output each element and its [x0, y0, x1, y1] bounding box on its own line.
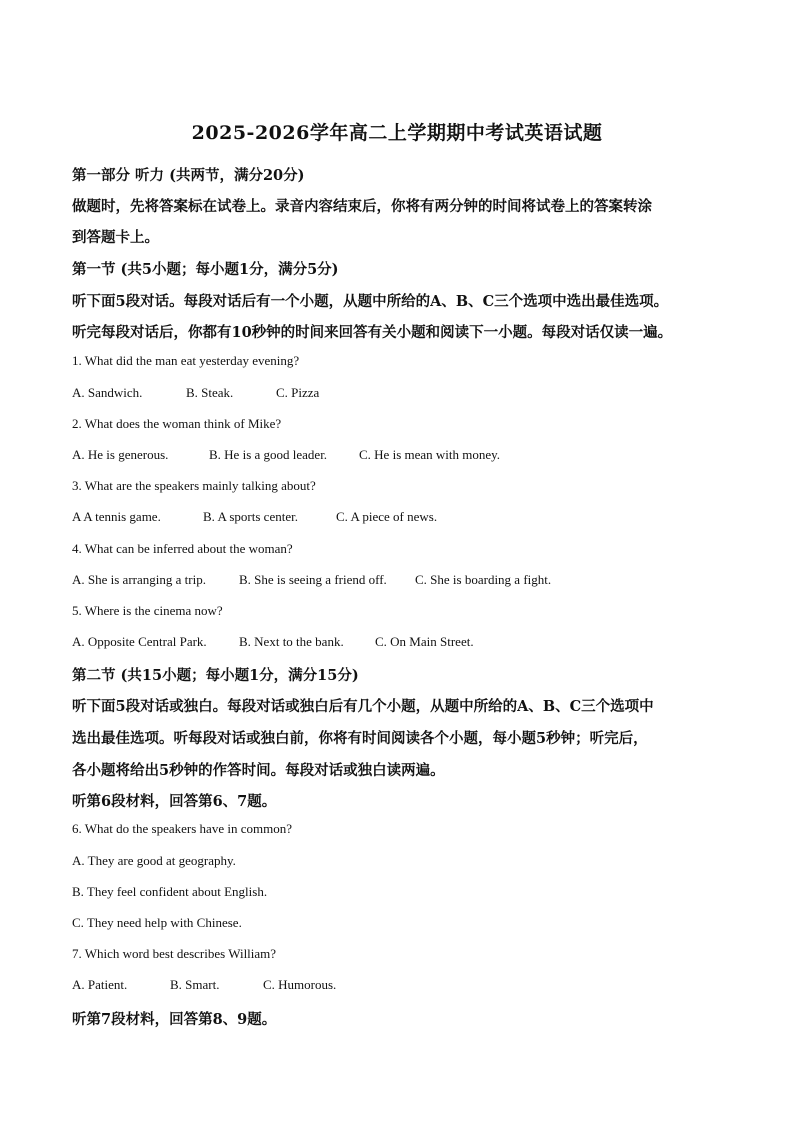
question-3-option-b: B. A sports center.	[203, 509, 298, 524]
question-6-option-b: B. They feel confident about English.	[72, 884, 268, 899]
question-4-stem: 4. What can be inferred about the woman?	[72, 541, 293, 556]
section1-header: 第一节 (共5小题；每小题1分，满分5分)	[72, 261, 339, 278]
question-7-option-b: B. Smart.	[170, 977, 220, 992]
section2-instruction-line1: 听下面5段对话或独白。每段对话或独白后有几个小题，从题中所给的A、B、C三个选项中	[72, 698, 654, 715]
question-3-option-c: C. A piece of news.	[336, 509, 438, 524]
question-4-option-b: B. She is seeing a friend off.	[239, 572, 387, 587]
question-3-stem: 3. What are the speakers mainly talking about?	[72, 478, 316, 493]
material-7-header: 听第7段材料，回答第8、9题。	[72, 1011, 277, 1028]
question-2-stem: 2. What does the woman think of Mike?	[72, 416, 282, 431]
section1-instruction-line1: 听下面5段对话。每段对话后有一个小题，从题中所给的A、B、C三个选项中选出最佳选项。	[72, 293, 669, 310]
instruction1-line2: 到答题卡上。	[72, 229, 159, 246]
part1-header: 第一部分 听力 (共两节，满分20分)	[72, 167, 305, 184]
instruction1-line1: 做题时，先将答案标在试卷上。录音内容结束后，你将有两分钟的时间将试卷上的答案转涂	[72, 198, 652, 215]
question-6-option-a: A. They are good at geography.	[72, 853, 236, 868]
question-2-option-b: B. He is a good leader.	[209, 447, 328, 462]
question-5-option-a: A. Opposite Central Park.	[72, 634, 207, 649]
question-1-option-a: A. Sandwich.	[72, 385, 143, 400]
question-4-option-a: A. She is arranging a trip.	[72, 572, 206, 587]
question-6-option-c: C. They need help with Chinese.	[72, 915, 242, 930]
material-6-header: 听第6段材料，回答第6、7题。	[72, 793, 277, 810]
question-7-option-c: C. Humorous.	[263, 977, 337, 992]
question-1-option-c: C. Pizza	[276, 385, 320, 400]
question-7-stem: 7. Which word best describes William?	[72, 946, 277, 961]
question-3-option-a: A A tennis game.	[72, 509, 161, 524]
question-2-option-c: C. He is mean with money.	[359, 447, 501, 462]
section2-header: 第二节 (共15小题；每小题1分，满分15分)	[72, 667, 359, 684]
question-6-stem: 6. What do the speakers have in common?	[72, 821, 292, 836]
question-2-option-a: A. He is generous.	[72, 447, 169, 462]
question-7-option-a: A. Patient.	[72, 977, 128, 992]
section1-instruction-line2: 听完每段对话后，你都有10秒钟的时间来回答有关小题和阅读下一小题。每段对话仅读一遍。	[72, 324, 673, 341]
section2-instruction-line3: 各小题将给出5秒钟的作答时间。每段对话或独白读两遍。	[72, 762, 445, 779]
exam-title: 2025-2026学年高二上学期期中考试英语试题	[191, 122, 603, 144]
question-1-option-b: B. Steak.	[186, 385, 234, 400]
question-1-stem: 1. What did the man eat yesterday evening?	[72, 353, 300, 368]
section2-instruction-line2: 选出最佳选项。听每段对话或独白前，你将有时间阅读各个小题，每小题5秒钟；听完后，	[72, 730, 648, 747]
question-5-stem: 5. Where is the cinema now?	[72, 603, 223, 618]
question-4-option-c: C. She is boarding a fight.	[415, 572, 552, 587]
question-5-option-c: C. On Main Street.	[375, 634, 474, 649]
question-5-option-b: B. Next to the bank.	[239, 634, 344, 649]
